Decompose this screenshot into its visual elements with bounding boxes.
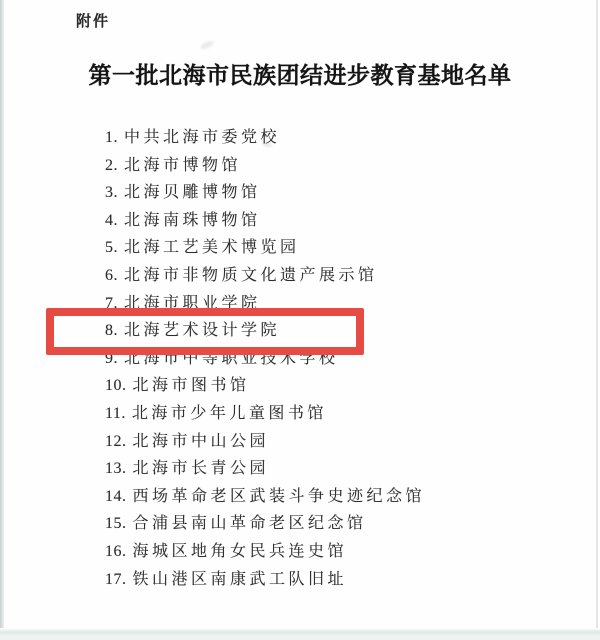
item-number: 3. <box>105 184 118 202</box>
list-item <box>105 455 575 483</box>
item-number: 6. <box>105 266 118 284</box>
item-name: 合浦县南山革命老区纪念馆 <box>132 515 367 533</box>
item-name: 北海市职业学院 <box>124 294 261 312</box>
item-number: 5. <box>105 239 118 257</box>
item-number: 17. <box>105 570 127 588</box>
list-item <box>105 124 575 152</box>
item-name: 北海市非物质文化遗产展示馆 <box>124 266 378 284</box>
item-name: 北海市中山公园 <box>132 432 270 450</box>
item-number: 7. <box>105 294 118 312</box>
list-item <box>105 538 575 566</box>
item-number: 12. <box>105 432 127 450</box>
list-item <box>105 317 575 345</box>
page-left-edge <box>0 0 4 630</box>
item-name: 北海市博物馆 <box>124 156 242 174</box>
item-name: 北海市长青公园 <box>132 460 270 478</box>
item-number: 1. <box>105 129 118 146</box>
scan-artifact <box>199 39 214 50</box>
item-name: 北海贝雕博物馆 <box>124 184 261 202</box>
item-number: 4. <box>105 211 118 229</box>
item-number: 9. <box>105 349 118 367</box>
item-number: 2. <box>105 156 118 174</box>
item-number: 10. <box>105 377 127 395</box>
item-number: 16. <box>105 542 127 560</box>
item-number: 15. <box>105 515 127 533</box>
item-number: 13. <box>105 460 127 478</box>
item-name: 北海艺术设计学院 <box>124 322 281 340</box>
item-number: 8. <box>105 322 118 340</box>
list-item <box>105 262 575 290</box>
item-number: 14. <box>105 487 127 505</box>
list-item <box>105 483 575 511</box>
list-item <box>105 234 575 262</box>
base-list <box>105 124 575 593</box>
list-item <box>105 152 575 180</box>
item-number: 11. <box>105 404 126 422</box>
page-bottom-edge <box>0 628 600 640</box>
list-item <box>105 566 575 594</box>
item-name: 中共北海市委党校 <box>124 129 281 146</box>
item-name: 北海市中等职业技术学校 <box>124 349 339 367</box>
list-item <box>105 179 575 207</box>
list-item <box>105 372 575 400</box>
item-name: 海城区地角女民兵连史馆 <box>132 542 348 560</box>
item-name: 铁山港区南康武工队旧址 <box>132 570 348 588</box>
item-name: 北海南珠博物馆 <box>124 211 261 229</box>
list-item <box>105 400 575 428</box>
list-item <box>105 290 575 318</box>
item-name: 北海市少年儿童图书馆 <box>131 404 327 422</box>
item-name: 北海市图书馆 <box>132 377 250 395</box>
list-item <box>105 510 575 538</box>
list-item <box>105 428 575 456</box>
item-name: 北海工艺美术博览园 <box>124 239 300 257</box>
document-title: 第一批北海市民族团结进步教育基地名单 <box>88 63 512 88</box>
list-item <box>105 207 575 235</box>
page-right-edge <box>596 0 598 632</box>
item-name: 西场革命老区武装斗争史迹纪念馆 <box>132 487 426 505</box>
list-item <box>105 345 575 373</box>
attachment-label: 附件 <box>76 13 111 30</box>
